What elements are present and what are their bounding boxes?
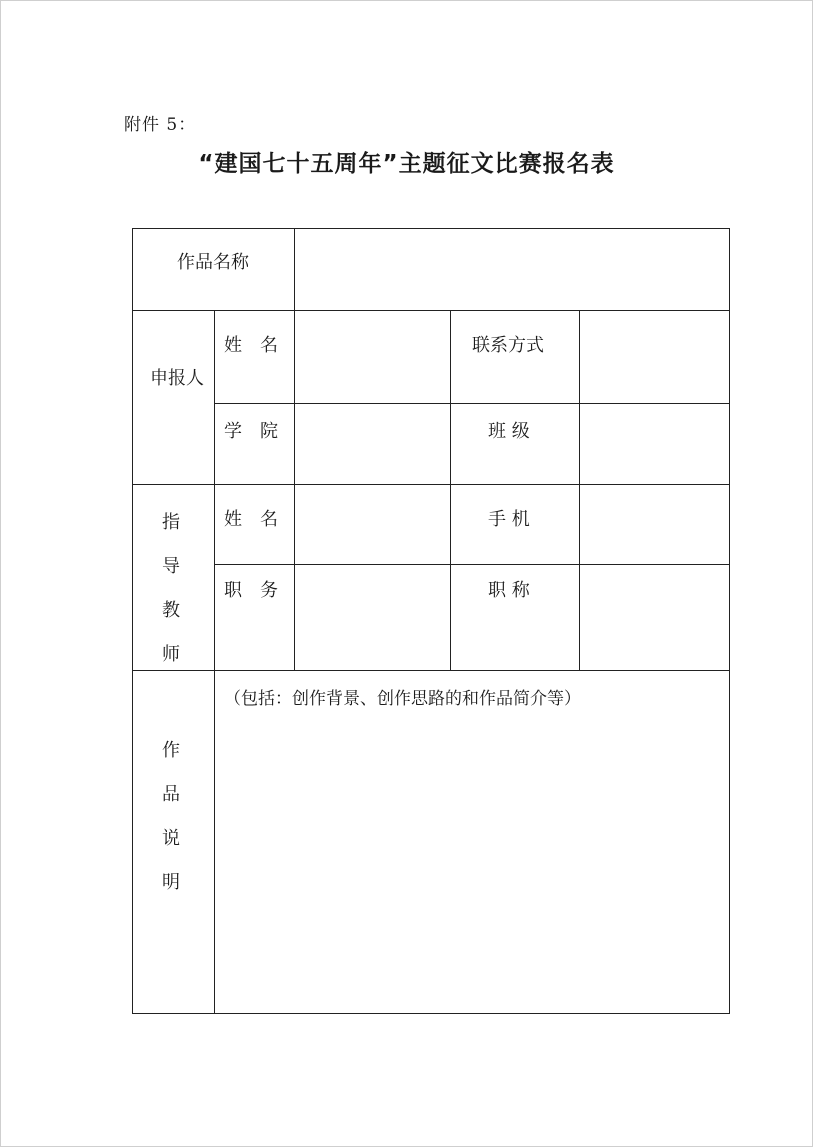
work-name-field[interactable] [295,229,729,310]
registration-form [132,228,730,1014]
description-label-char-1: 作 [162,740,180,761]
grid-line-left [132,228,133,1014]
advisor-duty-label: 职 务 [224,580,278,601]
applicant-name-label: 姓 名 [224,335,278,356]
advisor-label-char-2: 导 [162,556,180,577]
advisor-duty-field[interactable] [295,565,450,670]
grid-line-middle [450,310,451,670]
advisor-title-field[interactable] [580,565,729,670]
applicant-college-label: 学 院 [224,421,278,442]
page-title: “建国七十五周年”主题征文比赛报名表 [198,151,615,177]
grid-line-bottom [132,1013,730,1014]
grid-line-right [729,228,730,1014]
description-label-char-2: 品 [162,784,180,805]
attachment-label: 附件 5： [124,115,197,135]
applicant-name-field[interactable] [295,311,450,403]
applicant-college-field[interactable] [295,404,450,484]
grid-line-advisor-bottom [132,670,730,671]
description-hint: （包括：创作背景、创作思路的和作品简介等） [224,689,581,709]
description-label-char-4: 明 [162,872,180,893]
advisor-label-char-4: 师 [162,644,180,665]
advisor-phone-label: 手 机 [488,509,530,530]
work-name-label: 作品名称 [177,252,249,273]
applicant-contact-field[interactable] [580,311,729,403]
advisor-group-label [162,508,180,666]
advisor-phone-field[interactable] [580,485,729,564]
description-label-char-3: 说 [162,828,180,849]
advisor-title-label: 职 称 [488,580,530,601]
advisor-label-char-1: 指 [162,512,180,533]
applicant-group-label: 申报人 [150,368,204,389]
description-group-label [162,736,180,894]
advisor-name-field[interactable] [295,485,450,564]
advisor-name-label: 姓 名 [224,509,278,530]
advisor-label-char-3: 教 [162,600,180,621]
applicant-class-label: 班 级 [488,421,530,442]
applicant-contact-label: 联系方式 [472,335,544,356]
description-field[interactable] [215,714,729,1013]
applicant-class-field[interactable] [580,404,729,484]
